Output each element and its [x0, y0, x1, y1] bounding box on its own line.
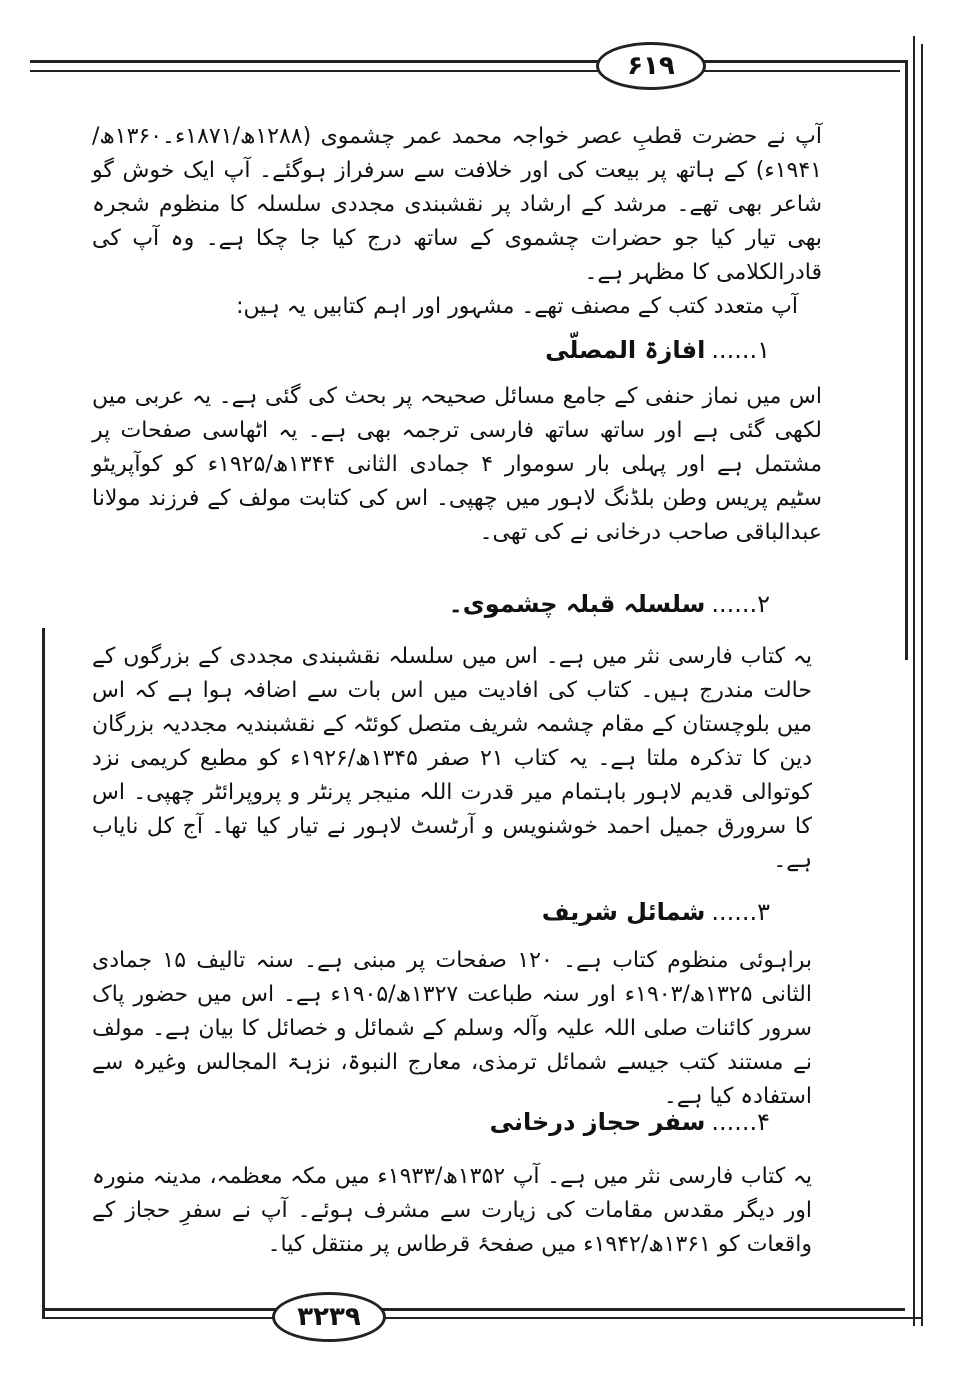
section-4-heading: [490, 1108, 770, 1136]
bottom-border-line-1: [42, 1308, 277, 1311]
section-title: سفر حجاز درخانی: [489, 1108, 706, 1136]
section-number: ۱......: [711, 336, 770, 364]
section-2-body: [92, 640, 812, 878]
intro-block: [92, 120, 822, 324]
section-paragraph: اس میں نماز حنفی کے جامع مسائل صحیحہ پر بحث کی گئی ہے۔ یہ عربی میں لکھی گئی ہے اور ساتھ ساتھ فارسی ترجمہ بھی ہے۔ یہ اٹھاسی صفحات پر مشتمل ہے اور پہلی بار سوموار ۴ جمادی الثانی ۱۳۴۴ھ/۱۹۲۵ء کو کوآپریٹو سٹیم پریس وطن بلڈنگ لاہور میں چھپی۔ اس کی کتابت مولف کے فرزند مولانا عبدالباقی صاحب درخانی نے کی تھی۔: [92, 384, 822, 545]
section-4-body: [92, 1160, 812, 1262]
intro-paragraph: آپ نے حضرت قطبِ عصر خواجہ محمد عمر چشموی (۱۲۸۸ھ/۱۸۷۱ء۔۱۳۶۰ھ/۱۹۴۱ء) کے ہاتھ پر بیعت کی اور خلافت سے سرفراز ہوگئے۔ آپ ایک خوش گو شاعر بھی تھے۔ مرشد کے ارشاد پر نقشبندی مجددی سلسلہ کا منظوم شجرہ بھی تیار کیا جو حضرات چشموی کے ساتھ درج کیا جا چکا ہے۔ وہ آپ کی قادرالکلامی کا مظہر ہے۔: [92, 124, 822, 285]
section-1-body: [92, 380, 822, 550]
right-border-line-3: [921, 44, 923, 1326]
section-number: ۴......: [711, 1108, 770, 1136]
section-paragraph: براہوئی منظوم کتاب ہے۔ ۱۲۰ صفحات پر مبنی ہے۔ سنہ تالیف ۱۵ جمادی الثانی ۱۳۲۵ھ/۱۹۰۳ء اور سنہ طباعت ۱۳۲۷ھ/۱۹۰۵ء ہے۔ اس میں حضور پاک سرور کائنات صلی اللہ علیہ وآلہ وسلم کے شمائل و خصائل کا بیان ہے۔ مولف نے مستند کتب جیسے شمائل ترمذی، معارج النبوۃ، نزہۃ المجالس وغیرہ سے استفادہ کیا ہے۔: [92, 948, 813, 1109]
top-border-line-4: [700, 70, 900, 72]
right-border-line-1: [905, 60, 908, 660]
page-number-top: ۶۱۹: [596, 42, 706, 90]
bottom-border-line-2: [42, 1317, 277, 1319]
intro-list-lead: آپ متعدد کتب کے مصنف تھے۔ مشہور اور اہم کتابیں یہ ہیں:: [236, 294, 798, 319]
section-1-heading: [545, 336, 770, 364]
top-border-line-3: [700, 60, 908, 63]
right-border-line-2: [913, 36, 915, 1326]
section-title: افازۃ المصلّی: [545, 336, 706, 364]
section-number: ۳......: [711, 898, 770, 926]
section-title: سلسلہ قبلہ چشموی۔: [448, 590, 706, 618]
section-3-body: [92, 944, 812, 1114]
bottom-border-line-3: [378, 1308, 905, 1311]
section-title: شمائل شریف: [541, 898, 706, 926]
section-number: ۲......: [711, 590, 770, 618]
top-border-line-2: [30, 70, 603, 72]
section-paragraph: یہ کتاب فارسی نثر میں ہے۔ اس میں سلسلہ نقشبندی مجددی کے بزرگوں کے حالت مندرج ہیں۔ کتاب کی افادیت میں اس بات سے اضافہ ہوا ہے کہ اس میں بلوچستان کے مقام چشمہ شریف متصل کوئٹہ کے نقشبندیہ مجددیہ بزرگان دین کا تذکرہ ملتا ہے۔ یہ کتاب ۲۱ صفر ۱۳۴۵ھ/۱۹۲۶ء کو مطبع کریمی نزد کوتوالی قدیم لاہور باہتمام میر قدرت اللہ منیجر پرنٹر و پروپرائٹر چھپی۔ اس کا سرورق جمیل احمد خوشنویس و آرٹسٹ لاہور نے تیار کیا تھا۔ آج کل نایاب ہے۔: [92, 644, 812, 873]
top-border-line-1: [30, 60, 603, 63]
left-border-line: [42, 628, 45, 1318]
page-number-bottom: ۳۲۳۹: [272, 1292, 386, 1342]
section-paragraph: یہ کتاب فارسی نثر میں ہے۔ آپ ۱۳۵۲ھ/۱۹۳۳ء میں مکہ معظمہ، مدینہ منورہ اور دیگر مقدس مقامات کی زیارت سے مشرف ہوئے۔ آپ نے سفرِ حجاز کے واقعات کو ۱۳۶۱ھ/۱۹۴۲ء میں صفحۂ قرطاس پر منتقل کیا۔: [92, 1164, 813, 1257]
section-2-heading: [449, 590, 770, 618]
bottom-border-line-4: [378, 1317, 923, 1319]
section-3-heading: [542, 898, 770, 926]
